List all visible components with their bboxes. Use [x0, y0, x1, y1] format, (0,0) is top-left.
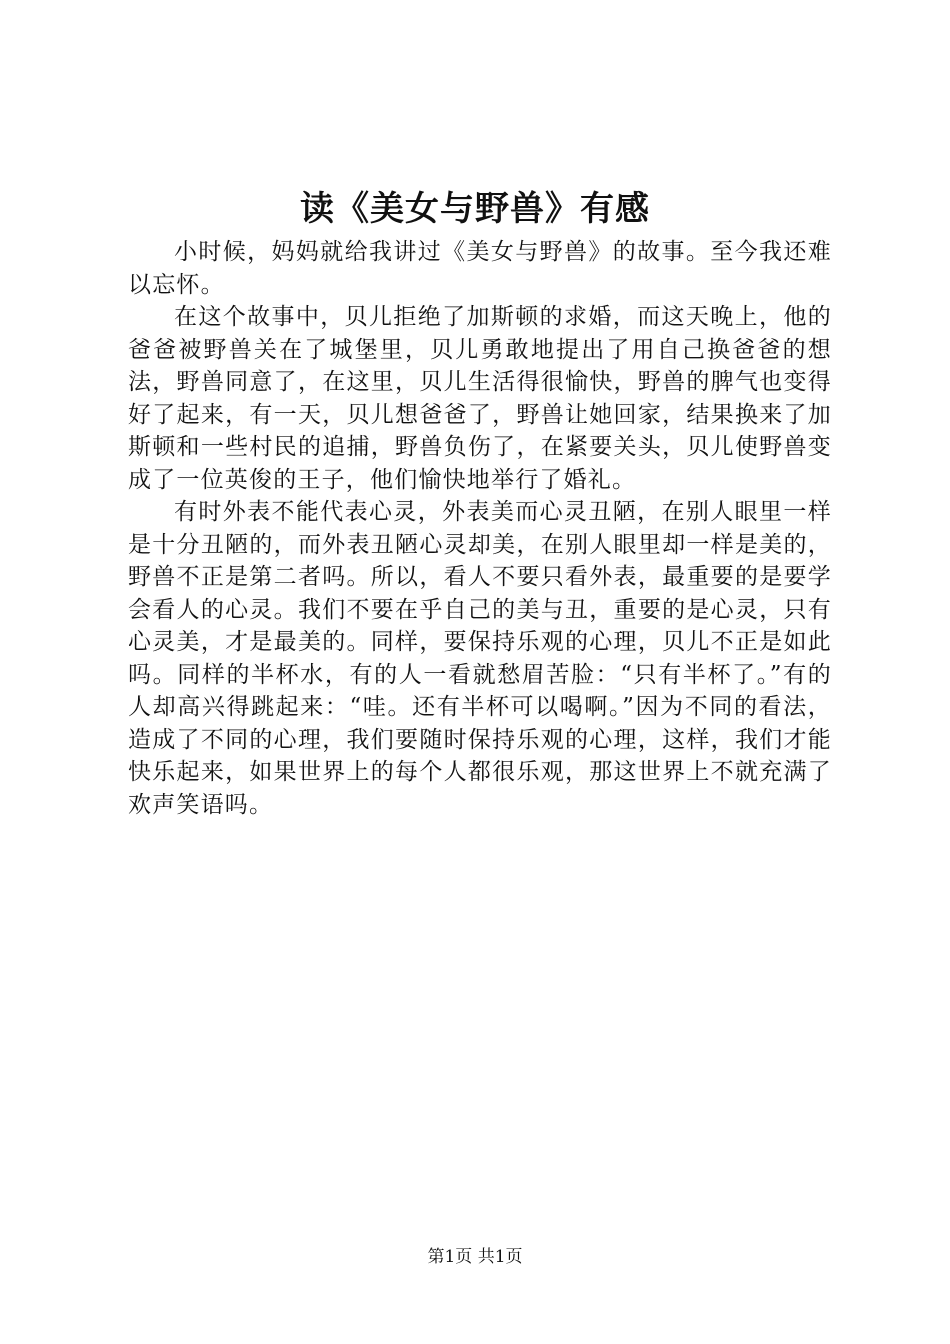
paragraph-2: 在这个故事中，贝儿拒绝了加斯顿的求婚，而这天晚上，他的爸爸被野兽关在了城堡里，贝儿勇敢地提出了用自己换爸爸的想法，野兽同意了，在这里，贝儿生活得很愉快，野兽的脾气也变得好了起来，有一天，贝儿想爸爸了，野兽让她回家，结果换来了加斯顿和一些村民的追捕，野兽负伤了，在紧要关头，贝儿使野兽变成了一位英俊的王子，他们愉快地举行了婚礼。: [128, 304, 832, 493]
document-title: 读《美女与野兽》有感: [300, 189, 650, 229]
page-footer: 第1页 共1页: [427, 1247, 523, 1267]
document-body: [128, 236, 832, 821]
paragraph-1: 小时候，妈妈就给我讲过《美女与野兽》的故事。至今我还难以忘怀。: [128, 239, 832, 298]
paragraph-3: 有时外表不能代表心灵，外表美而心灵丑陋，在别人眼里一样是十分丑陋的，而外表丑陋心灵却美，在别人眼里却一样是美的，野兽不正是第二者吗。所以，看人不要只看外表，最重要的是要学会看人的心灵。我们不要在乎自己的美与丑，重要的是心灵，只有心灵美，才是最美的。同样，要保持乐观的心理，贝儿不正是如此吗。同样的半杯水，有的人一看就愁眉苦脸：“只有半杯了。”有的人却高兴得跳起来：“哇。还有半杯可以喝啊。”因为不同的看法，造成了不同的心理，我们要随时保持乐观的心理，这样，我们才能快乐起来，如果世界上的每个人都很乐观，那这世界上不就充满了欢声笑语吗。: [128, 499, 832, 818]
